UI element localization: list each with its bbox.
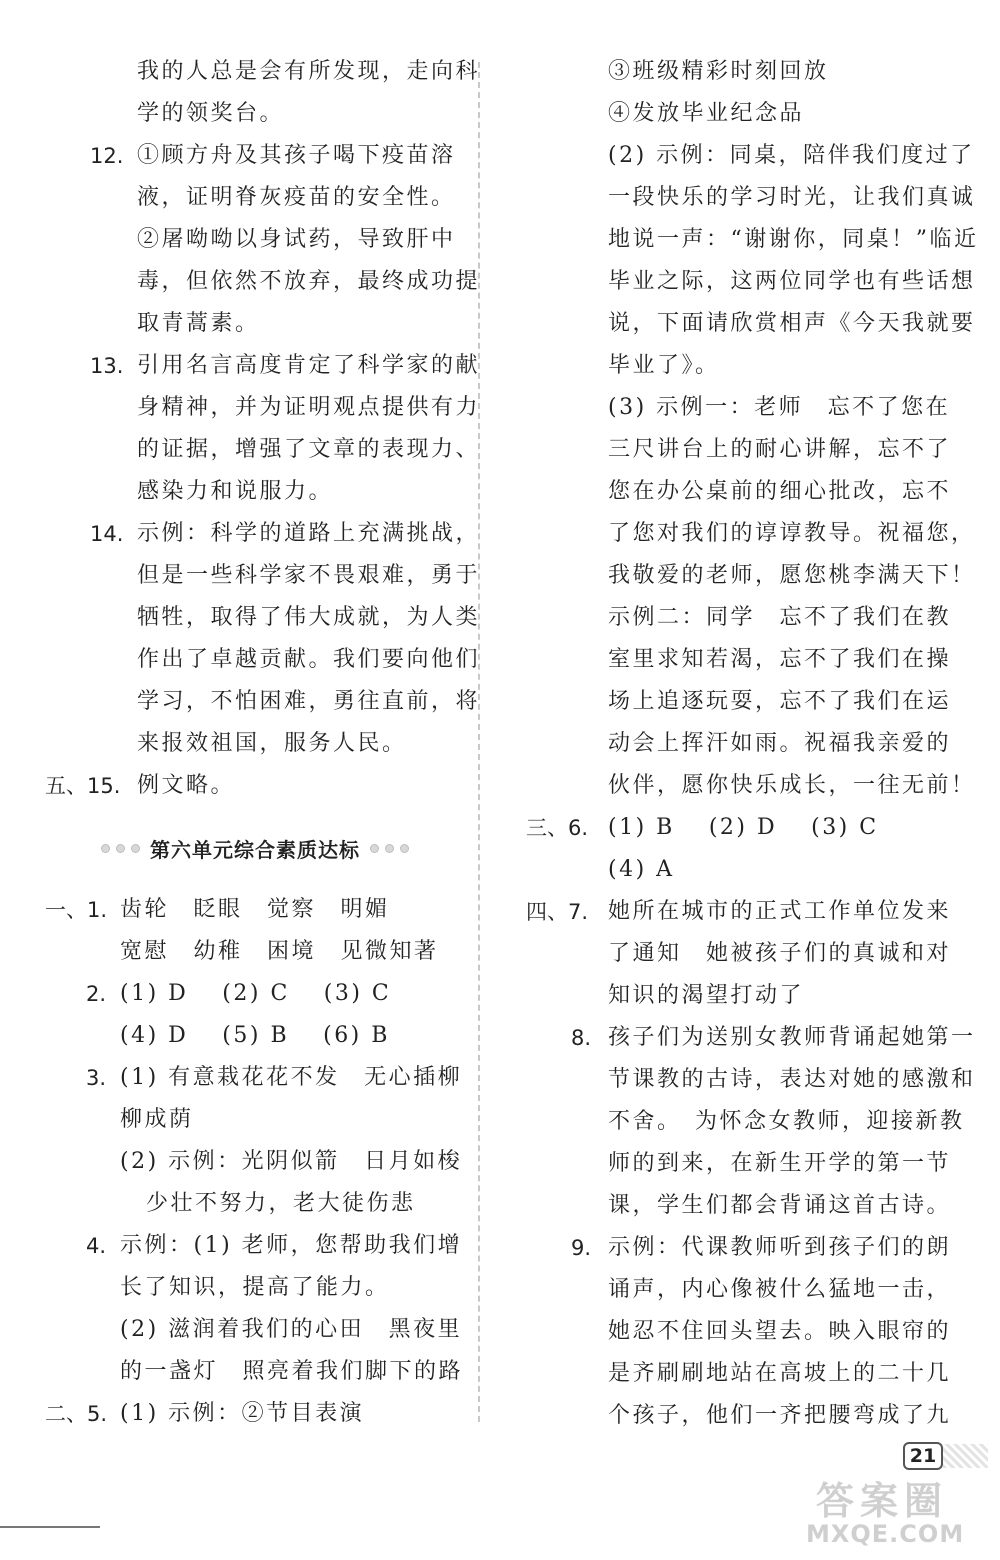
answer-line: 她忍不住回头望去。映入眼帘的 bbox=[608, 1319, 952, 1344]
answer-line: 来报效祖国，服务人民。 bbox=[137, 731, 407, 756]
answer-line: 学习，不怕困难，勇往直前，将 bbox=[137, 689, 481, 714]
answer-line: ③班级精彩时刻回放 bbox=[608, 59, 829, 84]
watermark-logo: 答案圈 bbox=[816, 1479, 949, 1523]
answer-line: 不舍。 为怀念女教师，迎接新教 bbox=[608, 1109, 965, 1134]
answer-line: 作出了卓越贡献。我们要向他们 bbox=[137, 647, 481, 672]
answer-line: ④发放毕业纪念品 bbox=[608, 101, 805, 126]
answer-line: 感染力和说服力。 bbox=[137, 479, 334, 504]
answer-line: 伙伴，愿你快乐成长，一往无前！ bbox=[608, 773, 976, 798]
answer-line: (1) D (2) C (3) C bbox=[120, 981, 392, 1006]
footer-rule bbox=[0, 1526, 100, 1528]
answer-line: (2) 示例：光阴似箭 日月如梭 bbox=[120, 1149, 463, 1174]
answer-line: 场上追逐玩耍，忘不了我们在运 bbox=[608, 689, 952, 714]
answer-line: 三尺讲台上的耐心讲解，忘不了 bbox=[608, 437, 952, 462]
answer-line: 诵声，内心像被什么猛地一击， bbox=[608, 1277, 952, 1302]
section-title-text: 第六单元综合素质达标 bbox=[150, 837, 360, 862]
answer-line: 一段快乐的学习时光，让我们真诚 bbox=[608, 185, 976, 210]
question-number: 14. bbox=[90, 522, 124, 546]
answer-line: 少壮不努力，老大徒伤悲 bbox=[146, 1191, 416, 1216]
section-title bbox=[70, 832, 440, 864]
question-number: 四、7. bbox=[526, 900, 589, 924]
answer-line: 动会上挥汗如雨。祝福我亲爱的 bbox=[608, 731, 952, 756]
answer-line: 毕业之际，这两位同学也有些话想 bbox=[608, 269, 976, 294]
answer-line: 引用名言高度肯定了科学家的献 bbox=[137, 353, 481, 378]
answer-line: 知识的渴望打动了 bbox=[608, 983, 805, 1008]
watermark bbox=[806, 1470, 996, 1554]
answer-line: 但是一些科学家不畏艰难，勇于 bbox=[137, 563, 481, 588]
answer-line: 学的领奖台。 bbox=[137, 101, 285, 126]
answer-line: 个孩子，他们一齐把腰弯成了九 bbox=[608, 1403, 952, 1428]
answer-line: 取青蒿素。 bbox=[137, 311, 260, 336]
answer-line: (1) 示例：②节目表演 bbox=[120, 1401, 365, 1426]
answer-line: 是齐刷刷地站在高坡上的二十几 bbox=[608, 1361, 952, 1386]
answer-line: 说，下面请欣赏相声《今天我就要 bbox=[608, 311, 976, 336]
answer-line: 的一盏灯 照亮着我们脚下的路 bbox=[120, 1359, 464, 1384]
answer-line: 身精神，并为证明观点提供有力 bbox=[137, 395, 481, 420]
answer-line: (4) A bbox=[608, 857, 675, 882]
answer-line: 齿轮 眨眼 觉察 明媚 bbox=[120, 897, 390, 922]
answer-line: 地说一声：“谢谢你，同桌！”临近 bbox=[608, 227, 979, 252]
answer-line: 节课教的古诗，表达对她的感激和 bbox=[608, 1067, 976, 1092]
answer-line: (2) 滋润着我们的心田 黑夜里 bbox=[120, 1317, 463, 1342]
watermark-url: MXQE.COM bbox=[806, 1520, 965, 1548]
question-number: 8. bbox=[571, 1026, 592, 1050]
answer-line: 柳成荫 bbox=[120, 1107, 194, 1132]
answer-line: 示例二：同学 忘不了我们在教 bbox=[608, 605, 952, 630]
answer-line: (3) 示例一：老师 忘不了您在 bbox=[608, 395, 951, 420]
answer-line: (2) 示例：同桌，陪伴我们度过了 bbox=[608, 143, 975, 168]
answer-line: 了您对我们的谆谆教导。祝福您， bbox=[608, 521, 976, 546]
answer-line: 例文略。 bbox=[137, 773, 236, 798]
answer-line: 孩子们为送别女教师背诵起她第一 bbox=[608, 1025, 976, 1050]
page-number: 21 bbox=[903, 1442, 943, 1470]
title-dots-left bbox=[101, 844, 140, 853]
answer-line: 牺牲，取得了伟大成就，为人类 bbox=[137, 605, 481, 630]
answer-line: 师的到来，在新生开学的第一节 bbox=[608, 1151, 952, 1176]
answer-line: 她所在城市的正式工作单位发来 bbox=[608, 899, 952, 924]
answer-line: (1) 有意栽花花不发 无心插柳 bbox=[120, 1065, 463, 1090]
answer-line: 课，学生们都会背诵这首古诗。 bbox=[608, 1193, 952, 1218]
question-number: 三、6. bbox=[526, 816, 589, 840]
answer-line: 液，证明脊灰疫苗的安全性。 bbox=[137, 185, 456, 210]
answer-line: 了通知 她被孩子们的真诚和对 bbox=[608, 941, 952, 966]
question-number: 3. bbox=[86, 1066, 107, 1090]
question-number: 13. bbox=[90, 354, 124, 378]
answer-line: 毒，但依然不放弃，最终成功提 bbox=[137, 269, 481, 294]
answer-line: (1) B (2) D (3) C bbox=[608, 815, 879, 840]
column-divider bbox=[478, 62, 480, 1422]
answer-line: 长了知识，提高了能力。 bbox=[120, 1275, 390, 1300]
answer-line: 宽慰 幼稚 困境 见微知著 bbox=[120, 939, 439, 964]
answer-line: 室里求知若渴，忘不了我们在操 bbox=[608, 647, 952, 672]
question-number: 12. bbox=[90, 144, 124, 168]
answer-line: 示例：(1) 老师，您帮助我们增 bbox=[120, 1233, 463, 1258]
answer-line: ①顾方舟及其孩子喝下疫苗溶 bbox=[137, 143, 456, 168]
question-number: 一、1. bbox=[45, 898, 108, 922]
answer-line: 的证据，增强了文章的表现力、 bbox=[137, 437, 481, 462]
answer-line: 我的人总是会有所发现，走向科 bbox=[137, 59, 481, 84]
question-number: 五、15. bbox=[45, 774, 121, 798]
answer-line: ②屠呦呦以身试药，导致肝中 bbox=[137, 227, 456, 252]
page-number-decoration bbox=[943, 1444, 988, 1468]
answer-line: 我敬爱的老师，愿您桃李满天下！ bbox=[608, 563, 976, 588]
question-number: 9. bbox=[571, 1236, 592, 1260]
answer-line: 毕业了》。 bbox=[608, 353, 720, 378]
answer-line: 示例：代课教师听到孩子们的朗 bbox=[608, 1235, 952, 1260]
title-dots-right bbox=[370, 844, 409, 853]
answer-line: 示例：科学的道路上充满挑战， bbox=[137, 521, 481, 546]
answer-line: 您在办公桌前的细心批改，忘不 bbox=[608, 479, 952, 504]
question-number: 4. bbox=[86, 1234, 107, 1258]
question-number: 2. bbox=[86, 982, 107, 1006]
answer-line: (4) D (5) B (6) B bbox=[120, 1023, 390, 1048]
question-number: 二、5. bbox=[45, 1402, 108, 1426]
